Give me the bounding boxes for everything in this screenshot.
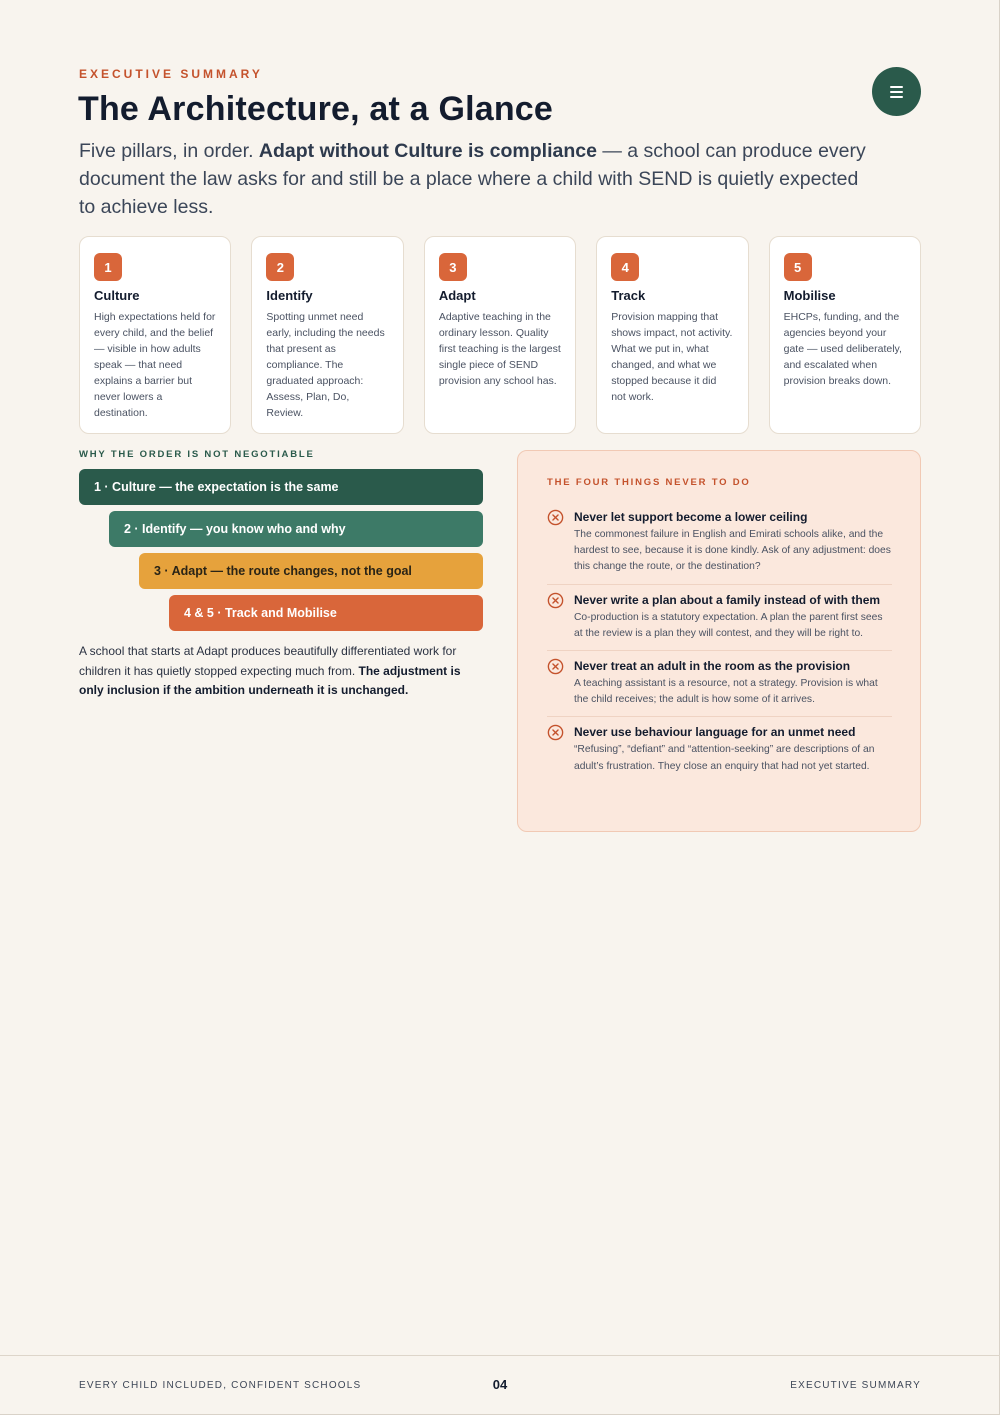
pillar-number-badge: 5 <box>784 253 812 281</box>
never-do-body: The commonest failure in English and Emirati schools alike, and the hardest to see, because it is done kindly. Ask of any adjustment: does this change the route, or the destination? <box>574 529 891 573</box>
circle-x-icon <box>547 592 564 609</box>
never-do-item <box>547 717 892 782</box>
pillar-number-badge: 1 <box>94 253 122 281</box>
order-step-culture: 1 · Culture — the expectation is the same <box>79 469 483 505</box>
lede-emphasis: Adapt without Culture is compliance <box>258 140 597 162</box>
order-note-emphasis: The adjustment is only inclusion if the ambition underneath it is unchanged. <box>79 663 461 698</box>
pillar-name: Mobilise <box>783 288 836 303</box>
circle-x-icon <box>547 509 564 526</box>
pillar-description: Adaptive teaching in the ordinary lesson. Quality first teaching is the largest single piece of SEND provision any school has. <box>438 311 561 387</box>
never-do-item <box>547 585 892 651</box>
order-step-track-mobilise: 4 & 5 · Track and Mobilise <box>169 595 483 631</box>
menu-button[interactable] <box>872 67 921 116</box>
never-do-heading: Never treat an adult in the room as the provision <box>574 659 851 674</box>
circle-x-icon <box>547 658 564 675</box>
pillar-name: Adapt <box>438 288 476 303</box>
never-do-body: Co-production is a statutory expectation. A plan the parent first sees at the review is a plan they will contest, and they will be right to. <box>574 611 883 639</box>
page-title: The Architecture, at a Glance <box>78 90 554 128</box>
pillar-name: Identify <box>266 288 313 303</box>
pillar-description: Provision mapping that shows impact, not activity. What we put in, what changed, and what we stopped because it did not work. <box>611 311 733 403</box>
lede-text-start: Five pillars, in order. <box>79 140 259 162</box>
never-do-item <box>547 651 892 717</box>
footer-divider <box>0 1355 1000 1356</box>
hamburger-icon <box>890 86 903 98</box>
footer-section-name: EXECUTIVE SUMMARY <box>790 1380 921 1391</box>
pillar-description: High expectations held for every child, and the belief — visible in how adults speak — that need explains a barrier but never lowers a destination. <box>94 311 216 419</box>
never-do-body: “Refusing”, “defiant” and “attention-seeking” are descriptions of an adult’s frustration. They close an enquiry that had not yet started. <box>574 744 875 772</box>
never-do-heading: Never use behaviour language for an unmet need <box>574 725 856 740</box>
footer-document-title: EVERY CHILD INCLUDED, CONFIDENT SCHOOLS <box>79 1380 362 1391</box>
never-do-heading: Never write a plan about a family instead of with them <box>574 592 881 607</box>
never-do-item <box>547 502 892 585</box>
circle-x-icon <box>547 724 564 741</box>
pillar-card-mobilise <box>769 236 921 434</box>
pillar-description: EHCPs, funding, and the agencies beyond your gate — used deliberately, and escalated when provision breaks down. <box>783 311 902 387</box>
pillar-name: Track <box>611 288 646 303</box>
lede-paragraph <box>79 137 879 221</box>
pillar-number-badge: 2 <box>266 253 294 281</box>
order-note-text: A school that starts at Adapt produces beautifully differentiated work for children it has quietly stopped expecting much from. <box>79 644 457 678</box>
order-section-label: WHY THE ORDER IS NOT NEGOTIABLE <box>79 449 315 460</box>
pillar-card-identify <box>251 236 403 434</box>
page-number: 04 <box>492 1377 508 1392</box>
lede-text-end: — a school can produce every document the law asks for and still be a place where a child with SEND is quietly expected to achieve less. <box>79 140 866 218</box>
never-do-label: THE FOUR THINGS NEVER TO DO <box>547 477 751 488</box>
never-do-body: A teaching assistant is a resource, not a strategy. Provision is what the child receives; the adult is how some of it arrives. <box>574 678 878 706</box>
pillar-number-badge: 4 <box>611 253 639 281</box>
pillar-number-badge: 3 <box>439 253 467 281</box>
never-do-heading: Never let support become a lower ceiling <box>574 510 808 524</box>
never-do-panel <box>517 450 921 832</box>
pillar-cards <box>79 236 921 434</box>
order-note <box>79 642 483 701</box>
order-step-identify: 2 · Identify — you know who and why <box>109 511 483 547</box>
pillar-name: Culture <box>94 288 140 303</box>
never-do-list <box>547 502 892 783</box>
section-eyebrow: EXECUTIVE SUMMARY <box>79 67 263 81</box>
pillar-card-track <box>596 236 748 434</box>
order-step-adapt: 3 · Adapt — the route changes, not the goal <box>139 553 483 589</box>
pillar-card-adapt <box>424 236 576 434</box>
pillar-description: Spotting unmet need early, including the needs that present as compliance. The graduated approach: Assess, Plan, Do, Review. <box>266 311 385 419</box>
pillar-card-culture <box>79 236 231 434</box>
